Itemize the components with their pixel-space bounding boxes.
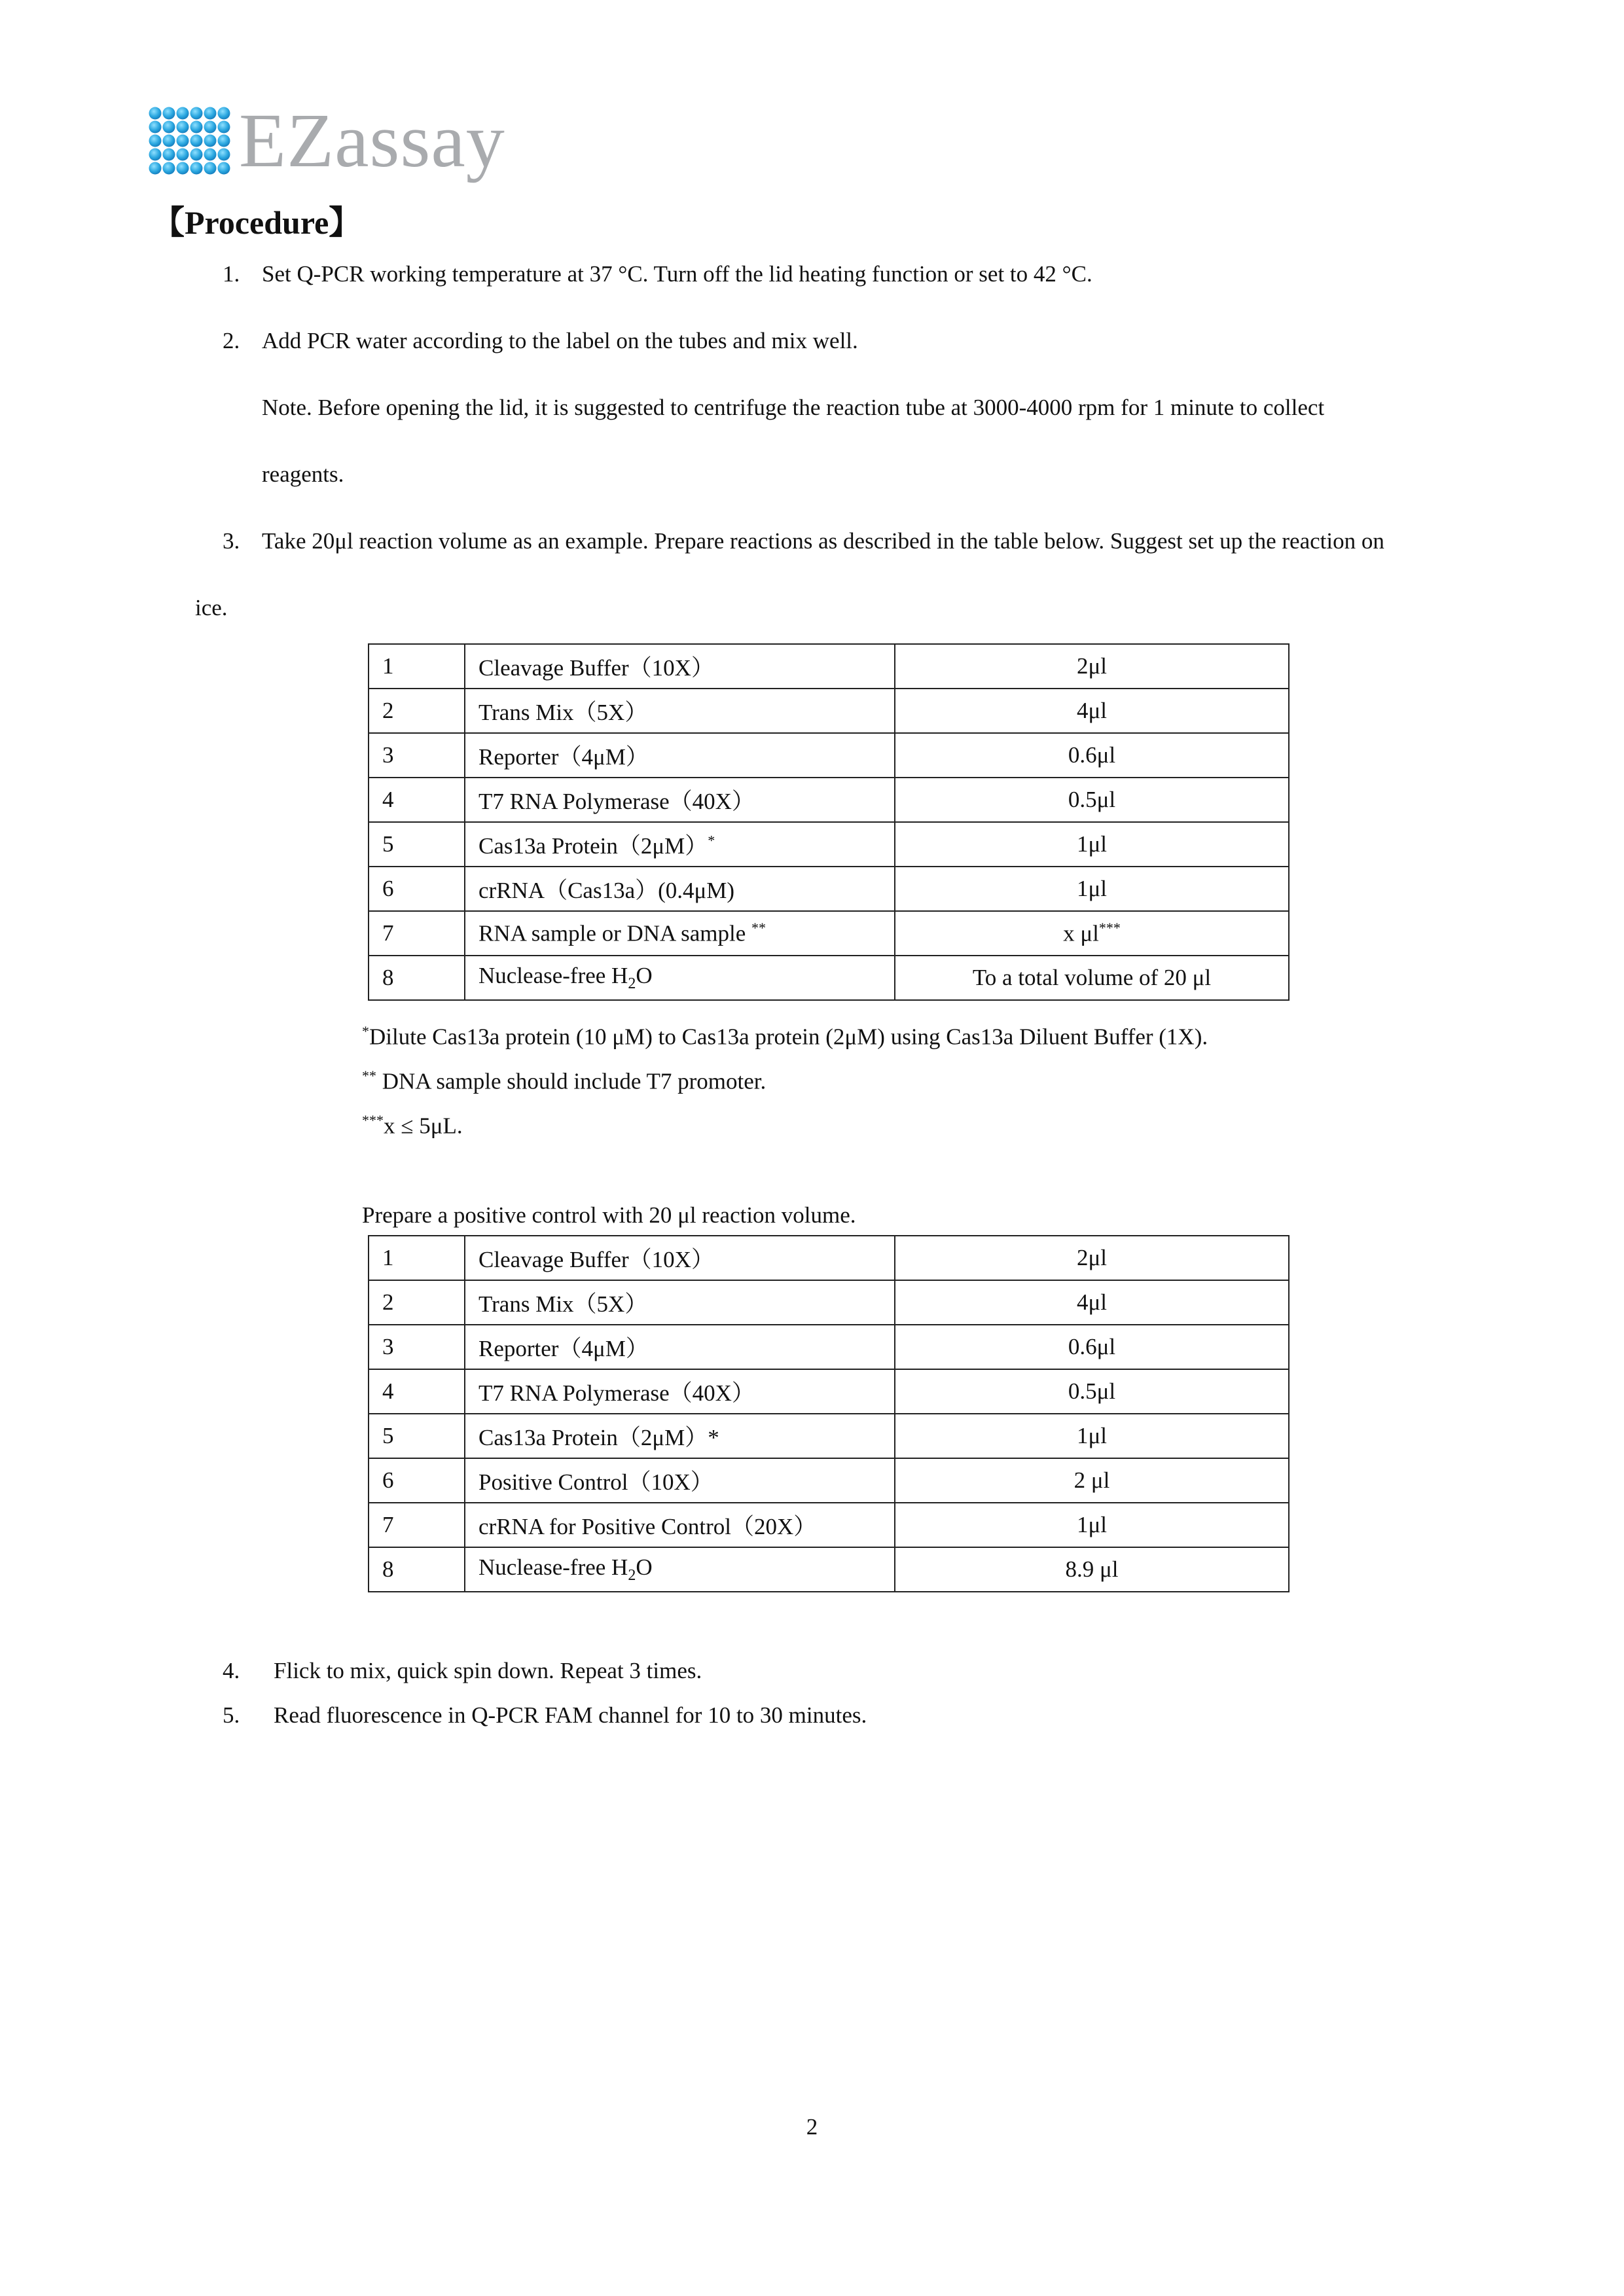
row-number: 2	[369, 689, 465, 733]
logo-dot	[177, 121, 189, 134]
reagent-name: RNA sample or DNA sample	[478, 920, 752, 946]
reagent-name-suffix: O	[636, 1554, 653, 1580]
reagent-name: Nuclease-free H	[478, 1554, 628, 1580]
row-number: 5	[369, 1414, 465, 1458]
footnote-3	[362, 1112, 463, 1140]
table-row	[369, 733, 1289, 778]
positive-control-caption: Prepare a positive control with 20 μl reaction volume.	[362, 1202, 856, 1228]
footnote-text: DNA sample should include T7 promoter.	[376, 1068, 767, 1094]
table-row	[369, 1325, 1289, 1369]
table-row	[369, 778, 1289, 822]
reagent-volume: 0.6μl	[895, 733, 1289, 778]
footnote-2	[362, 1067, 766, 1096]
footnote-mark: *	[708, 832, 715, 849]
logo-dot	[190, 107, 203, 120]
logo-dot	[204, 149, 217, 161]
step-3-text-continued: ice.	[195, 595, 228, 620]
table-row	[369, 1280, 1289, 1325]
reagent-name: T7 RNA Polymerase（40X）	[465, 1369, 895, 1414]
logo-dot	[149, 135, 162, 147]
logo-dot	[149, 121, 162, 134]
reagent-volume: 1μl	[895, 867, 1289, 911]
step-2-note: Note. Before opening the lid, it is suggested to centrifuge the reaction tube at 3000-4000 rpm for 1 minute to collect	[262, 395, 1325, 420]
reagent-name-cell	[465, 911, 895, 956]
row-number: 8	[369, 956, 465, 1000]
reagent-volume: 1μl	[895, 1503, 1289, 1547]
reagent-volume: To a total volume of 20 μl	[895, 956, 1289, 1000]
row-number: 7	[369, 1503, 465, 1547]
row-number: 6	[369, 867, 465, 911]
table-row	[369, 911, 1289, 956]
logo-dot	[177, 107, 189, 120]
step-4-text: Flick to mix, quick spin down. Repeat 3 times.	[274, 1658, 702, 1683]
logo-dot	[204, 162, 217, 175]
logo-dot	[218, 107, 230, 120]
logo-text: EZassay	[239, 98, 505, 183]
row-number: 1	[369, 1236, 465, 1280]
step-5-text: Read fluorescence in Q-PCR FAM channel for 10 to 30 minutes.	[274, 1702, 867, 1728]
reagent-name-cell	[465, 956, 895, 1000]
table-row	[369, 867, 1289, 911]
step-2-note-continued: reagents.	[262, 461, 344, 487]
logo-dot	[190, 121, 203, 134]
footnote-1	[362, 1023, 1208, 1051]
reagent-name: crRNA（Cas13a）(0.4μM)	[465, 867, 895, 911]
step-2-number: 2.	[223, 328, 240, 353]
logo-dot	[204, 135, 217, 147]
page-number: 2	[806, 2114, 818, 2140]
footnote-mark: ***	[362, 1112, 384, 1128]
reagent-name: Reporter（4μM）	[465, 733, 895, 778]
logo-dot	[163, 162, 175, 175]
logo-dot	[163, 121, 175, 134]
reagent-volume: 1μl	[895, 1414, 1289, 1458]
reagent-name-suffix: O	[636, 963, 653, 988]
reaction-setup-table	[368, 643, 1290, 1001]
logo-dot	[163, 107, 175, 120]
logo-dot	[163, 135, 175, 147]
row-number: 1	[369, 644, 465, 689]
table-row	[369, 1369, 1289, 1414]
reagent-volume: 4μl	[895, 689, 1289, 733]
logo-dot	[190, 135, 203, 147]
reagent-name: Trans Mix（5X）	[465, 689, 895, 733]
row-number: 6	[369, 1458, 465, 1503]
logo-dot	[190, 162, 203, 175]
logo-dot	[177, 135, 189, 147]
table-row	[369, 956, 1289, 1000]
step-1-text: Set Q-PCR working temperature at 37 °C. Turn off the lid heating function or set to 42 °C.	[262, 261, 1092, 287]
table-row	[369, 644, 1289, 689]
row-number: 3	[369, 1325, 465, 1369]
reagent-name: Cleavage Buffer（10X）	[465, 1236, 895, 1280]
reagent-volume: 2μl	[895, 1236, 1289, 1280]
reagent-name: Nuclease-free H	[478, 963, 628, 988]
ezassay-logo	[147, 95, 505, 187]
reagent-volume: 4μl	[895, 1280, 1289, 1325]
logo-dot	[163, 149, 175, 161]
logo-dot	[177, 162, 189, 175]
logo-dot	[149, 149, 162, 161]
footnote-mark: *	[362, 1023, 369, 1039]
reagent-volume: 8.9 μl	[895, 1547, 1289, 1592]
reagent-name: Cas13a Protein（2μM）*	[465, 1414, 895, 1458]
subscript: 2	[628, 975, 636, 992]
logo-dot	[204, 121, 217, 134]
reagent-volume: 0.5μl	[895, 778, 1289, 822]
step-1-number: 1.	[223, 261, 240, 287]
reagent-name-cell	[465, 822, 895, 867]
logo-dot	[177, 149, 189, 161]
logo-dot	[218, 135, 230, 147]
footnote-mark: **	[751, 920, 767, 937]
reagent-volume: x μl	[1063, 920, 1099, 946]
row-number: 3	[369, 733, 465, 778]
table-row	[369, 689, 1289, 733]
row-number: 5	[369, 822, 465, 867]
step-5-number: 5.	[223, 1702, 240, 1728]
logo-dot	[218, 121, 230, 134]
footnote-text: Dilute Cas13a protein (10 μM) to Cas13a protein (2μM) using Cas13a Diluent Buffer (1X).	[369, 1024, 1208, 1050]
table-row	[369, 1236, 1289, 1280]
table-row	[369, 822, 1289, 867]
reagent-name: Cas13a Protein（2μM）	[478, 833, 708, 859]
reagent-volume: 2 μl	[895, 1458, 1289, 1503]
reagent-name-cell	[465, 1547, 895, 1592]
table-row	[369, 1458, 1289, 1503]
dot-grid-logo-icon	[147, 105, 234, 176]
row-number: 4	[369, 1369, 465, 1414]
logo-dot	[218, 162, 230, 175]
logo-dot	[190, 149, 203, 161]
reagent-volume: 2μl	[895, 644, 1289, 689]
reagent-volume: 0.5μl	[895, 1369, 1289, 1414]
reagent-name: Trans Mix（5X）	[465, 1280, 895, 1325]
logo-dot	[204, 107, 217, 120]
footnote-text: x ≤ 5μL.	[384, 1113, 463, 1139]
reagent-name: T7 RNA Polymerase（40X）	[465, 778, 895, 822]
reagent-name: crRNA for Positive Control（20X）	[465, 1503, 895, 1547]
logo-dot	[149, 162, 162, 175]
step-3-text: Take 20μl reaction volume as an example. Prepare reactions as described in the table below. Suggest set up the reaction on	[262, 528, 1384, 554]
logo-dot	[218, 149, 230, 161]
reagent-volume: 1μl	[895, 822, 1289, 867]
positive-control-table	[368, 1235, 1290, 1592]
reagent-volume: 0.6μl	[895, 1325, 1289, 1369]
reagent-name: Positive Control（10X）	[465, 1458, 895, 1503]
table-row	[369, 1414, 1289, 1458]
logo-dot	[149, 107, 162, 120]
reagent-volume-cell	[895, 911, 1289, 956]
subscript: 2	[628, 1567, 636, 1584]
footnote-mark: **	[362, 1067, 376, 1084]
footnote-mark: ***	[1098, 920, 1121, 937]
reagent-name: Cleavage Buffer（10X）	[465, 644, 895, 689]
row-number: 4	[369, 778, 465, 822]
row-number: 8	[369, 1547, 465, 1592]
reagent-name: Reporter（4μM）	[465, 1325, 895, 1369]
procedure-heading: 【Procedure】	[152, 204, 362, 241]
table-row	[369, 1503, 1289, 1547]
step-4-number: 4.	[223, 1658, 240, 1683]
table-row	[369, 1547, 1289, 1592]
step-3-number: 3.	[223, 528, 240, 554]
row-number: 7	[369, 911, 465, 956]
row-number: 2	[369, 1280, 465, 1325]
step-2-text: Add PCR water according to the label on the tubes and mix well.	[262, 328, 858, 353]
